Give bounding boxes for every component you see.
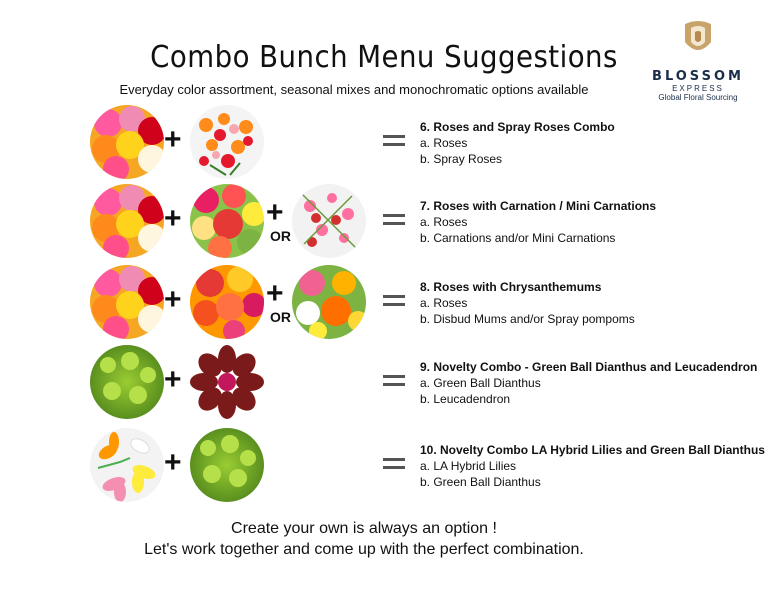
combo-title: 6. Roses and Spray Roses Combo (420, 120, 615, 134)
lotus-logo-icon (681, 18, 715, 58)
or-label: OR (270, 228, 291, 244)
combo-row-10 (0, 428, 768, 504)
combo-item-a: a. Roses (420, 215, 468, 229)
footer-message (0, 518, 748, 560)
combo-item-a: a. LA Hybrid Lilies (420, 459, 517, 473)
combo-row-9 (0, 345, 768, 421)
roses-image (90, 184, 164, 258)
combo-title: 7. Roses with Carnation / Mini Carnations (420, 199, 657, 213)
mini-carnations-image (292, 184, 366, 258)
combo-item-a: a. Green Ball Dianthus (420, 376, 541, 390)
page-title: Combo Bunch Menu Suggestions (150, 40, 618, 75)
plus-sign: + (164, 123, 182, 156)
combo-title: 8. Roses with Chrysanthemums (420, 280, 602, 294)
combo-item-a: a. Roses (420, 296, 468, 310)
combo-title: 9. Novelty Combo - Green Ball Dianthus and Leucadendron (420, 360, 758, 374)
combo-row-7 (0, 184, 768, 260)
equals-sign (383, 295, 405, 311)
blossom-express-logo (648, 18, 748, 102)
la-hybrid-lilies-image (90, 428, 164, 502)
leucadendron-image (190, 345, 264, 419)
spray-pompoms-image (292, 265, 366, 339)
combo-item-b: b. Carnations and/or Mini Carnations (420, 231, 616, 245)
disbud-mums-image (190, 265, 264, 339)
combo-description (420, 198, 656, 246)
footer-line-1: Create your own is always an option ! (231, 520, 497, 537)
spray-roses-image (190, 105, 264, 179)
combo-row-8 (0, 265, 768, 341)
plus-sign: + (164, 363, 182, 396)
combo-item-b: b. Green Ball Dianthus (420, 475, 541, 489)
combo-description (420, 119, 615, 167)
equals-sign (383, 135, 405, 151)
plus-sign: + (164, 283, 182, 316)
combo-title: 10. Novelty Combo LA Hybrid Lilies and Green Ball Dianthus (420, 443, 765, 457)
roses-image (90, 265, 164, 339)
roses-image (90, 105, 164, 179)
combo-row-6 (0, 105, 768, 181)
combo-item-b: b. Spray Roses (420, 152, 503, 166)
footer-line-2: Let's work together and come up with the perfect combination. (144, 541, 584, 558)
equals-sign (383, 458, 405, 474)
combo-description (420, 442, 765, 490)
combo-item-b: b. Leucadendron (420, 392, 511, 406)
combo-description (420, 279, 635, 327)
logo-subtext: Global Floral Sourcing (658, 93, 738, 102)
green-ball-dianthus-image (190, 428, 264, 502)
green-ball-dianthus-image (90, 345, 164, 419)
or-label: OR (270, 309, 291, 325)
combo-description (420, 359, 757, 407)
carnations-image (190, 184, 264, 258)
plus-sign: + (266, 277, 284, 310)
plus-sign: + (164, 446, 182, 479)
equals-sign (383, 214, 405, 230)
logo-tagline: EXPRESS (672, 84, 724, 93)
plus-sign: + (164, 202, 182, 235)
plus-sign: + (266, 196, 284, 229)
equals-sign (383, 375, 405, 391)
page-subtitle: Everyday color assortment, seasonal mixes and monochromatic options available (119, 82, 589, 97)
combo-item-b: b. Disbud Mums and/or Spray pompoms (420, 312, 635, 326)
combo-item-a: a. Roses (420, 136, 468, 150)
logo-brand: BLOSSOM (652, 69, 744, 84)
